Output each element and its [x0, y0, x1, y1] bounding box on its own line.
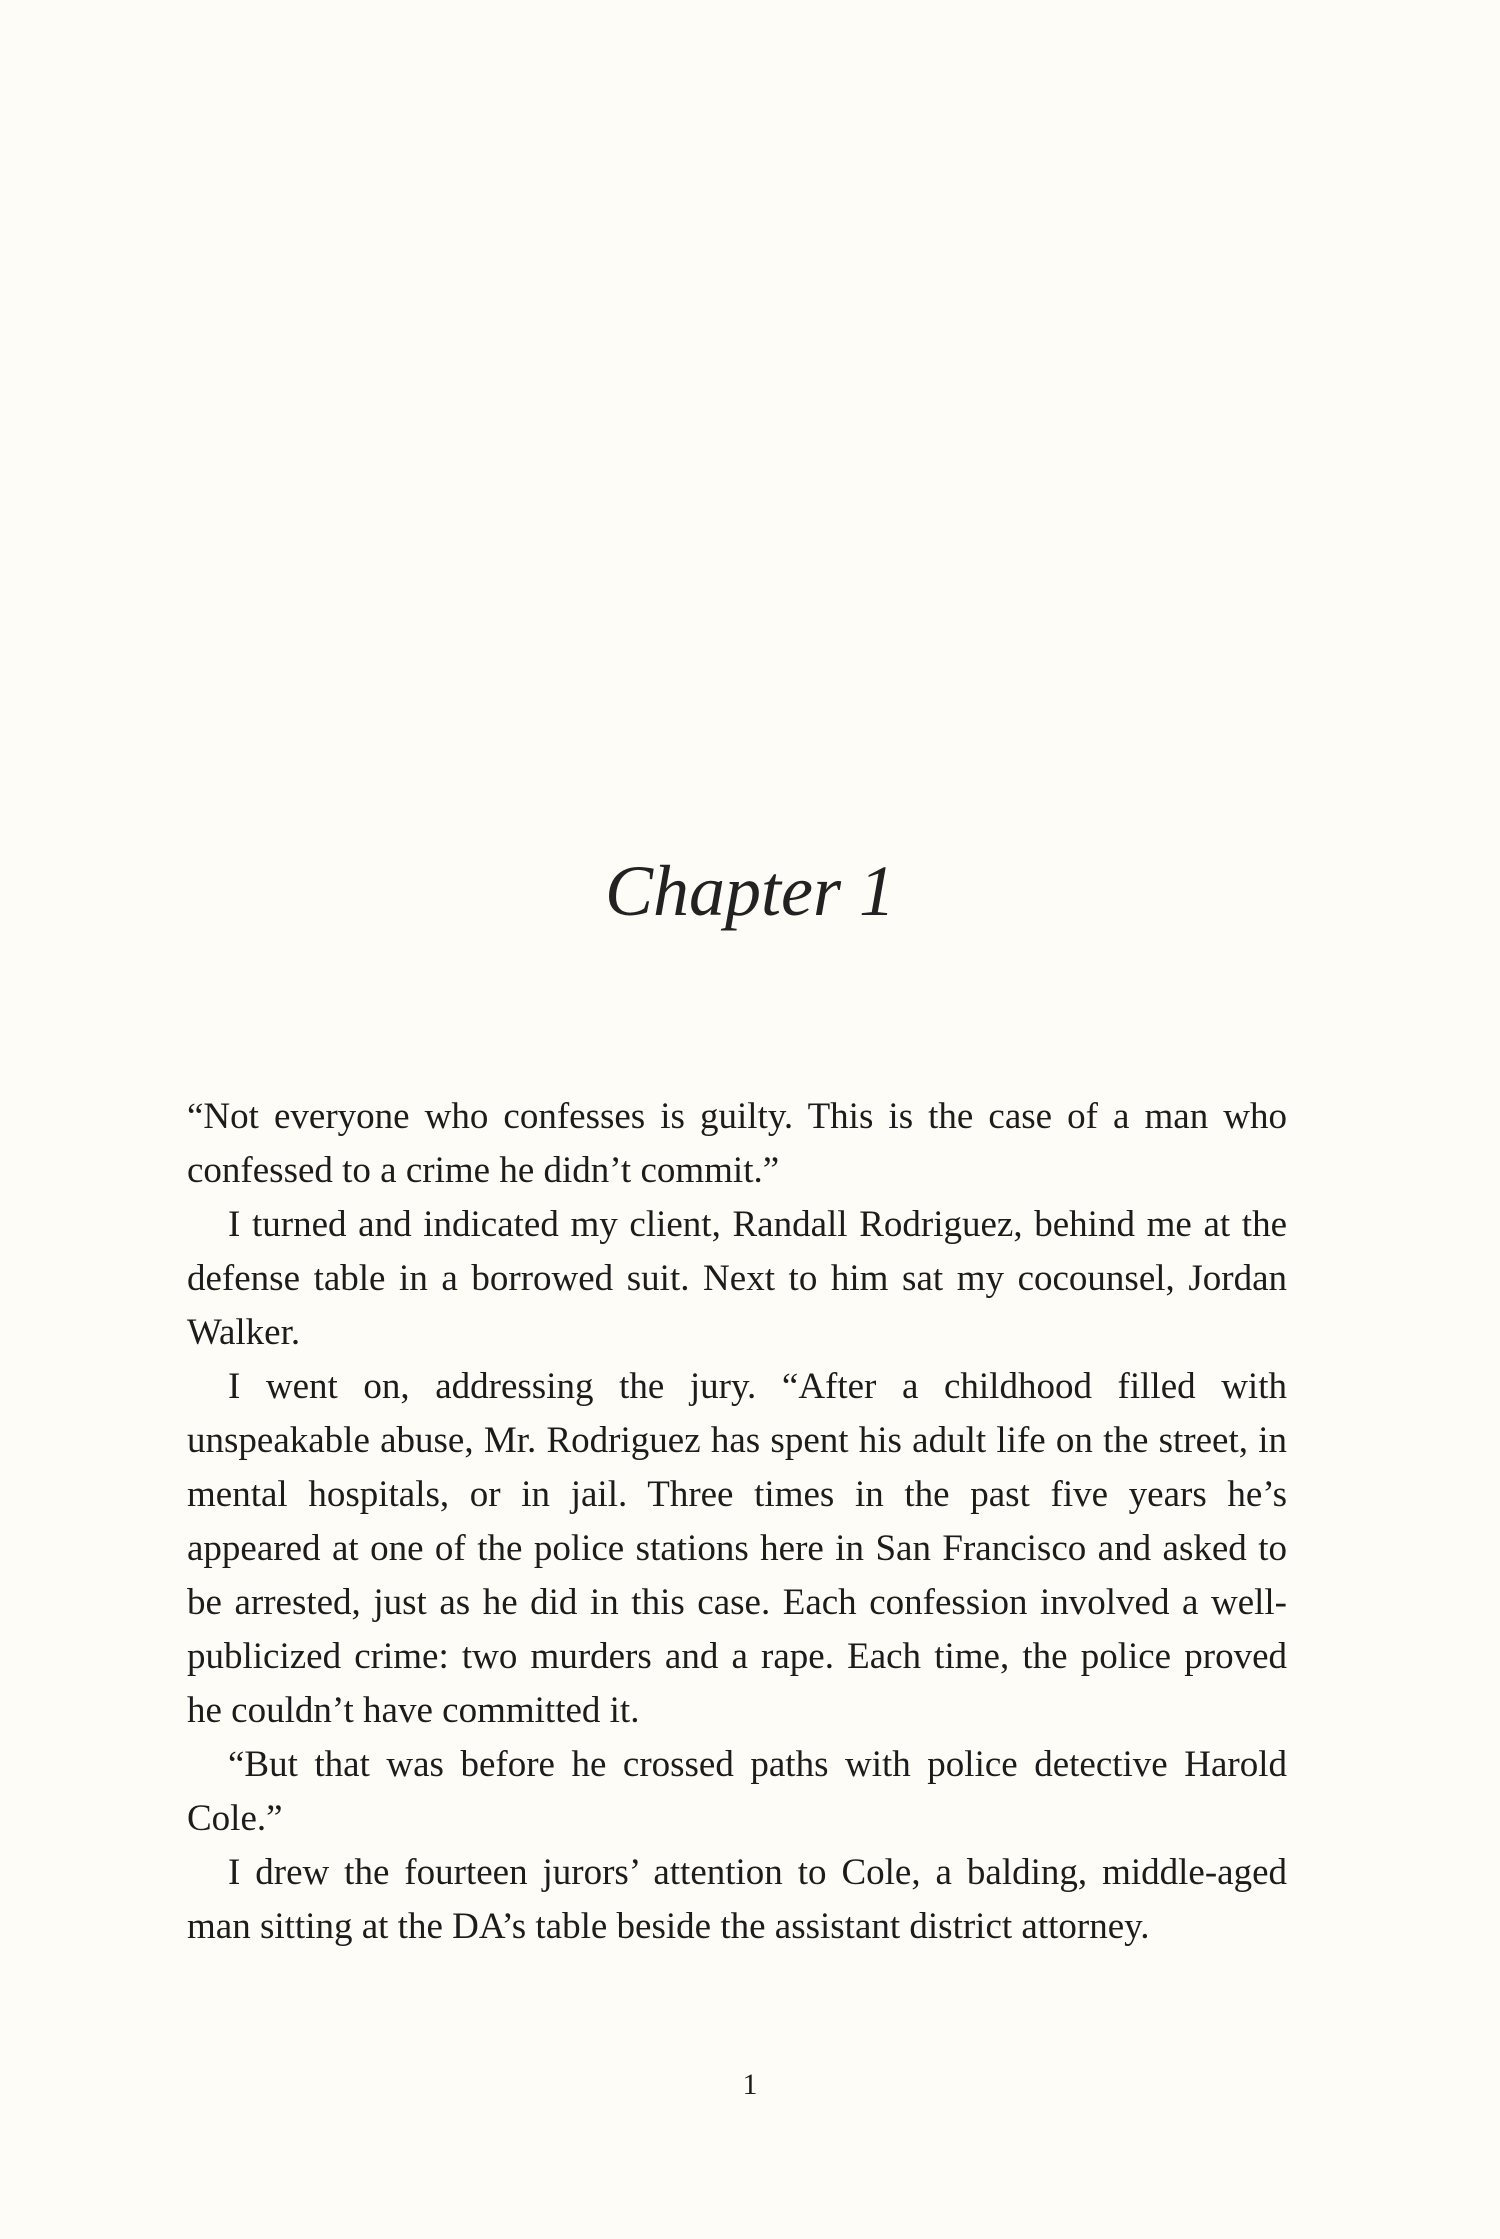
chapter-title: Chapter 1 — [604, 851, 895, 931]
paragraph: “But that was before he crossed paths with police detective Harold Cole.” — [187, 1744, 1287, 1839]
paragraph: I drew the fourteen jurors’ attention to Cole, a balding, middle-aged man sitting at the DA’s table beside the assistant district attorney. — [187, 1852, 1287, 1947]
paragraph: I went on, addressing the jury. “After a childhood filled with unspeakable abuse, Mr. Rodriguez has spent his adult life on the street, in mental hospitals, or in jail. Three times in the past five years he’s appeared at one of the police stations here in San Francisco and asked to be arrested, just as he did in this case. Each confession involved a well-publicized crime: two murders and a rape. Each time, the police proved he couldn’t have committed it. — [187, 1366, 1287, 1731]
paragraph: I turned and indicated my client, Randall Rodriguez, behind me at the defense table in a borrowed suit. Next to him sat my cocounsel, Jordan Walker. — [187, 1204, 1287, 1353]
chapter-body — [187, 1090, 1287, 1954]
page-number: 1 — [742, 2068, 758, 2101]
paragraph: “Not everyone who confesses is guilty. This is the case of a man who confessed to a crime he didn’t commit.” — [187, 1096, 1287, 1191]
